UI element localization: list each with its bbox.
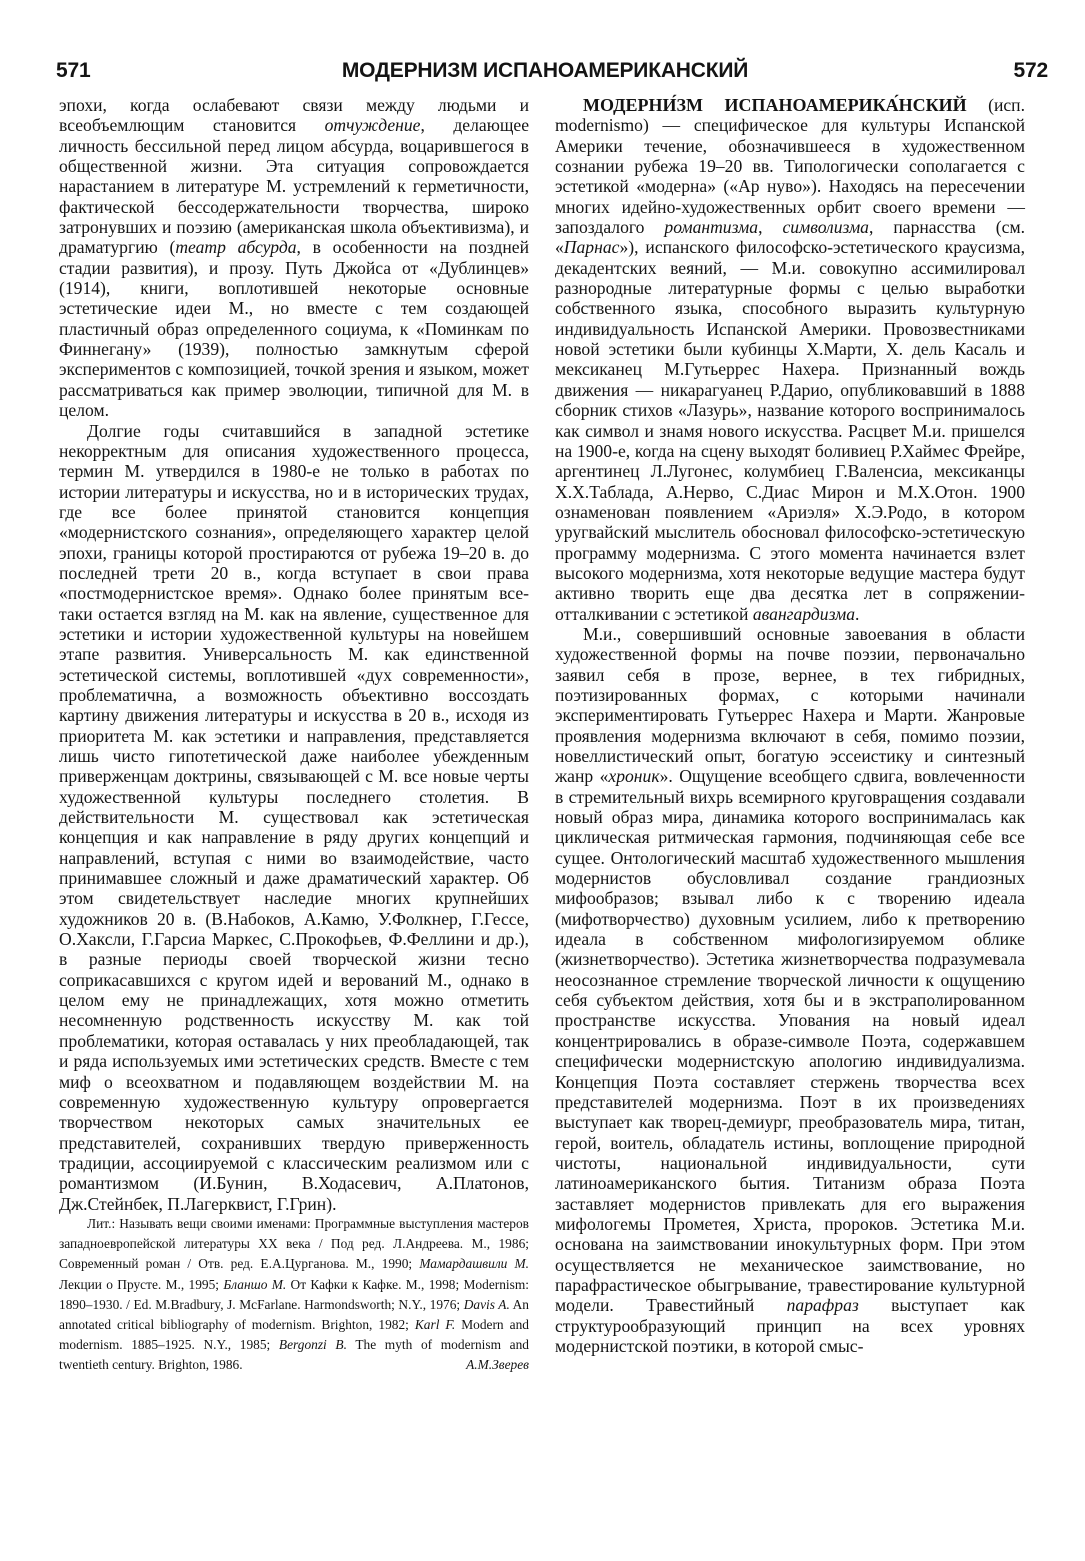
left-column [59,95,529,1376]
cross-reference: театр абсурда [175,237,297,258]
bibliography: Лит.: Называть вещи своими именами: Программные выступления мастеров западноевропейской литературы XX века / Под ред. Л.Андреева. М., 1986; Современный роман / Отв. ред. Е.А.Цурганова. М., 1990; Мамардашвили М. Лекции о Прусте. М., 1995; Бланшо М. От Кафки к Кафке. М., 1998; Modernism: 1890–1930. / Ed. M.Bradbury, J. McFarlane. Harmondsworth; N.Y., 1976; Davis A. An annotated critical bibliography of modernism. Brighton, 1982; Karl F. Modern and modernism. 1885–1925. N.Y., 1985; Bergonzi B. The myth of modernism and twentieth century. Brighton, 1986. А.М.Зверев [59,1214,529,1376]
cross-reference: Парнас [563,237,620,258]
paragraph-term-history: Долгие годы считавшийся в западной эстетике некорректным для описания художественного процесса, термин М. утвердился в 1980-е не только в работах по истории литературы и искусства, но и в исторических трудах, где все более принятой становится концепция «модернистского сознания», определяющего характер целой эпохи, границы которой простираются от рубежа 19–20 в. до последней трети 20 в., когда вступает в свои права «постмодернистское время». Однако более принятым все-таки остается взгляд на М. как на явление, существенное для эстетики и истории художественной культуры на новейшем этапе развития. Универсальность М. как единственной эстетической системы, воплотившей «дух современности», проблематична, а возможность объективно воссоздать картину движения литературы и искусства в 20 в., исходя из приоритета М. как эстетики и направления, представляется лишь чисто гипотетической даже наиболее убежденным приверженцам доктрины, связывающей с М. все новые черты художественной культуры последнего столетия. В действительности М. существовал как эстетическая концепция и как направление в ряду других концепций и направлений, вступая с ними во взаимодействие, часто принимавшее сложный и даже драматический характер. Об этом свидетельствует наследие многих крупнейших художников 20 в. (В.Набоков, А.Камю, У.Фолкнер, Г.Гессе, О.Хаксли, Г.Гарсиа Маркес, С.Прокофьев, Ф.Феллини и др.), в разные периоды своей творческой жизни тесно соприкасавшихся с кругом идей и верований М., однако в целом ему не принадлежащих, хотя можно отметить несомненную родственность искусству М. как той проблематики, которая оставалась у них преобладающей, так и ряда используемых ими эстетических средств. Вместе с тем миф о всеохватном и подавляющем воздействии М. на современную художественную культуру опровергается творчеством некоторых самых значительных ее представителей, сохранивших твердую приверженность традиции, ассоциируемой с классическим реализмом или с романтизмом (И.Бунин, В.Ходасевич, А.Платонов, Дж.Стейнбек, П.Лагерквист, Г.Грин). [59,420,529,1214]
cross-reference: романтизма [664,217,759,238]
page-number-right: 572 [1013,59,1048,82]
cross-reference: отчуждение [324,115,421,136]
entry-heading: МОДЕРНИ́ЗМ ИСПАНОАМЕРИКА́НСКИЙ [583,95,967,115]
cross-reference: авангардизма [752,603,856,624]
cross-reference: хроник [608,766,660,787]
running-header [40,56,1050,90]
right-column [555,95,1025,1356]
running-title: МОДЕРНИЗМ ИСПАНОАМЕРИКАНСКИЙ [341,59,749,82]
paragraph-absurdity: эпохи, когда ослабевают связи между людьми и всеобъемлющим становится отчуждение, делающее личность бессильной перед лицом абсурда, воцарившегося в общественной жизни. Эта ситуация сопровождается нарастанием в литературе М. устремлений к герметичности, фактической бессодержательности творчества, широко затронувших и поэзию (американская школа объективизма), и драматургию (театр абсурда, в особенности на поздней стадии развития), и прозу. Путь Джойса от «Дублинцев» (1914), книги, воплотившей некоторые основные эстетические идеи М., но вместе с тем создающей пластичный образ определенного социума, к «Поминкам по Финнегану» (1939), полностью замкнутым сферой экспериментов с композицией, точкой зрения и языком, может рассматриваться как пример эволюции, типичной для М. в целом. [59,95,530,421]
paragraph-entry-intro: МОДЕРНИ́ЗМ ИСПАНОАМЕРИКА́НСКИЙ (исп. modernismo) — специфическое для культуры Испанской Америки течение, обозначившееся в художественном сознании рубежа 19–20 вв. Типологически сополагается с эстетикой «модерна» («Ар нуво»). Находясь на пересечении многих идейно-художественных орбит своего времени — запоздалого романтизма, символизма, парнасства (см. «Парнас»), испанского философско-эстетического краусизма, декадентских веяний, — М.и. совокупно ассимилировал разнородные литературные формы с целью выработки собственного языка, способного выразить культурную индивидуальность Испанской Америки. Провозвестниками новой эстетики были кубинцы Х.Марти, Х. дель Касаль и мексиканец М.Гутьеррес Нахера. Признанный вождь движения — никарагуанец Р.Дарио, опубликовавший в 1888 сборник стихов «Лазурь», название которого воспринималось как символ и знамя нового искусства. Расцвет М.и. пришелся на 1900-е, когда на сцену выходят боливиец Р.Хаймес Фрейре, аргентинец Л.Лугонес, колумбиец Г.Валенсиа, мексиканцы Х.Х.Таблада, А.Нерво, С.Диас Мирон и М.Х.Отон. 1900 ознаменован появлением «Ариэля» Х.Э.Родо, в котором уругвайский мыслитель обосновал философско-эстетическую программу модернизма. С этого момента начинается взлет высокого модернизма, хотя некоторые ведущие мастера будут активно творить еще два десятка лет в сопряжении-отталкивании с эстетикой авангардизма. [555,95,1025,624]
page-number-left: 571 [56,59,91,82]
article-author: А.М.Зверев [466,1357,529,1373]
cross-reference: символизма [782,217,869,238]
cross-reference: парафраз [786,1295,859,1316]
paragraph-poetics: М.и., совершивший основные завоевания в области художественной формы на почве поэзии, первоначально заявил себя в прозе, вернее, в тех гибридных, поэтизированных формах, с которыми начинали экспериментировать Гутьеррес Нахера и Марти. Жанровые проявления модернизма включают в себя, помимо поэзии, новеллистический опыт, богатую эссеистику и синтезный жанр «хроник». Ощущение всеобщего сдвига, вовлеченности в стремительный вихрь всемирного круговращения создавали новый образ мира, динамика которого воспринималась как циклическая ритмическая гармония, подчиняющая себе все сущее. Онтологический масштаб художественного мышления модернистов обусловливал создание грандиозных мифообразов; взывал либо к с творению идеала (мифотворчество) духовным усилием, либо к претворению идеала в собственном мифологизируемом облике (жизнетворчество). Эстетика жизнетворчества подразумевала неосознанное стремление творческой личности к ощущению себя субъектом действия, хотя бы и в экстраполированном пространстве искусства. Упования на новый идеал концентрировались в образе-символе Поэта, содержавшем специфически модернистскую апологию индивидуализма. Концепция Поэта составляет стержень творчества всех представителей модернизма. Поэт в их произведениях выступает как творец-демиург, преобразователь мира, титан, герой, воитель, обладатель истины, воплощение природной чистоты, национальной индивидуальности, сути латиноамериканского бытия. Титанизм образа Поэта заставляет модернистов привлекать для его выражения мифологемы Прометея, Христа, пророков. Эстетика М.и. основана на заимствовании инокультурных форм. При этом осуществляется не механическое заимствование, но парафрастическое обыгрывание, травестирование культурной модели. Травестийный парафраз выступает как структурообразующий принцип на всех уровнях модернистской поэтики, в которой смыс- [555,623,1025,1356]
